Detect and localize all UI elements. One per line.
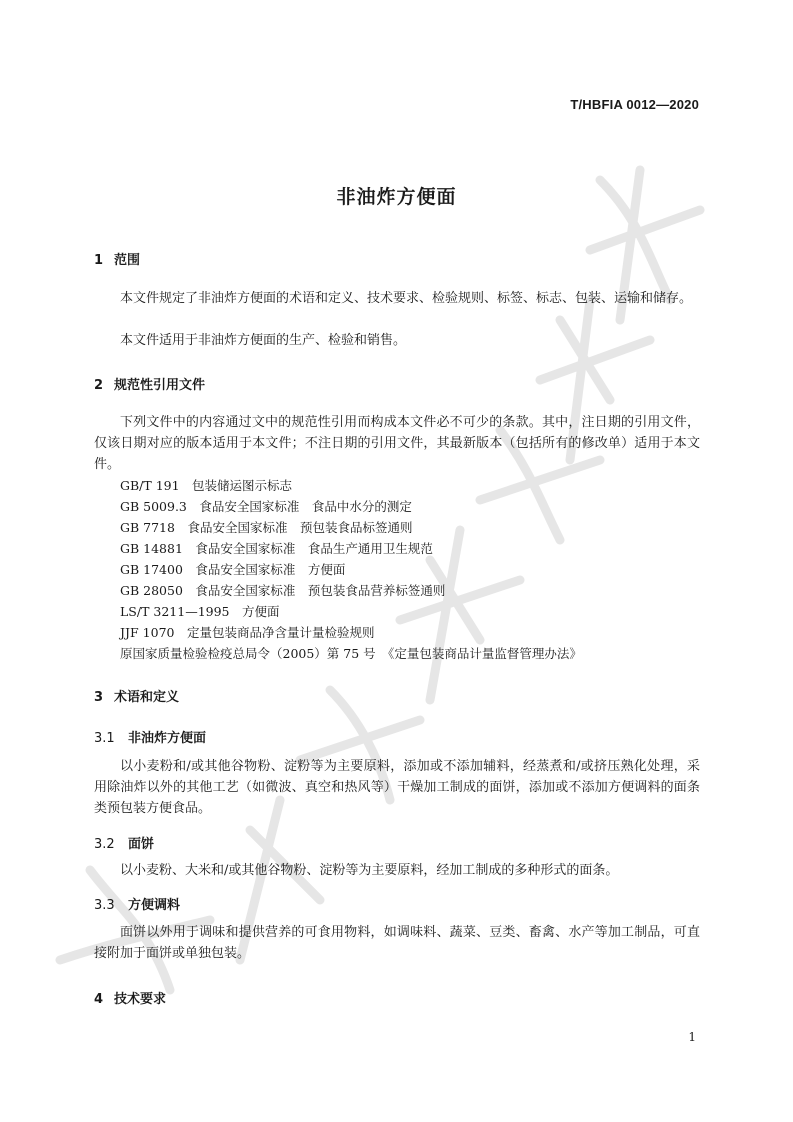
reference-item: GB/T 191 包装储运图示标志 bbox=[120, 478, 293, 493]
standard-number: T/HBFIA 0012—2020 bbox=[570, 97, 699, 112]
section-title: 规范性引用文件 bbox=[114, 378, 206, 393]
term-number: 3.1 bbox=[94, 731, 115, 746]
term-3-1-heading bbox=[94, 727, 206, 746]
term-title: 非油炸方便面 bbox=[128, 731, 207, 746]
term-number: 3.3 bbox=[94, 898, 115, 913]
section-number: 4 bbox=[94, 992, 104, 1007]
reference-item: GB 28050 食品安全国家标准 预包装食品营养标签通则 bbox=[120, 583, 446, 598]
section-3-heading bbox=[94, 686, 179, 705]
scope-paragraph-1: 本文件规定了非油炸方便面的术语和定义、技术要求、检验规则、标签、标志、包装、运输和储存。 bbox=[120, 291, 693, 306]
references-intro-paragraph: 下列文件中的内容通过文中的规范性引用而构成本文件必不可少的条款。其中，注日期的引用文件，仅该日期对应的版本适用于本文件；不注日期的引用文件，其最新版本（包括所有的修改单）适用于本文件。 bbox=[94, 415, 700, 472]
reference-item: 原国家质量检验检疫总局令（2005）第 75 号 《定量包装商品计量监督管理办法》 bbox=[120, 646, 582, 661]
section-number: 3 bbox=[94, 690, 104, 705]
section-4-heading bbox=[94, 988, 166, 1007]
document-title: 非油炸方便面 bbox=[336, 186, 457, 208]
section-2-heading bbox=[94, 374, 205, 393]
term-title: 面饼 bbox=[128, 837, 155, 852]
term-3-1-definition: 以小麦粉和/或其他谷物粉、淀粉等为主要原料，添加或不添加辅料，经蒸煮和/或挤压熟化处理，采用除油炸以外的其他工艺（如微波、真空和热风等）干燥加工制成的面饼，添加或不添加方便调料的面条类预包装方便食品。 bbox=[94, 759, 700, 816]
reference-item: GB 14881 食品安全国家标准 食品生产通用卫生规范 bbox=[120, 541, 433, 556]
section-number: 2 bbox=[94, 378, 104, 393]
term-3-3-definition: 面饼以外用于调味和提供营养的可食用物料，如调味料、蔬菜、豆类、畜禽、水产等加工制品，可直接附加于面饼或单独包装。 bbox=[94, 925, 700, 961]
section-title: 范围 bbox=[114, 253, 141, 268]
reference-item: GB 17400 食品安全国家标准 方便面 bbox=[120, 562, 346, 577]
section-number: 1 bbox=[94, 253, 104, 268]
reference-item: GB 5009.3 食品安全国家标准 食品中水分的测定 bbox=[120, 499, 412, 514]
term-title: 方便调料 bbox=[128, 898, 181, 913]
reference-item: JJF 1070 定量包装商品净含量计量检验规则 bbox=[120, 625, 375, 640]
reference-item: LS/T 3211—1995 方便面 bbox=[120, 604, 280, 619]
term-number: 3.2 bbox=[94, 837, 115, 852]
section-title: 技术要求 bbox=[114, 992, 167, 1007]
page-number: 1 bbox=[688, 1030, 696, 1044]
term-3-2-definition: 以小麦粉、大米和/或其他谷物粉、淀粉等为主要原料，经加工制成的多种形式的面条。 bbox=[120, 863, 619, 878]
term-3-2-heading bbox=[94, 833, 154, 852]
section-title: 术语和定义 bbox=[114, 690, 180, 705]
scope-paragraph-2: 本文件适用于非油炸方便面的生产、检验和销售。 bbox=[120, 333, 407, 348]
term-3-3-heading bbox=[94, 894, 180, 913]
reference-item: GB 7718 食品安全国家标准 预包装食品标签通则 bbox=[120, 520, 413, 535]
section-1-heading bbox=[94, 249, 140, 268]
